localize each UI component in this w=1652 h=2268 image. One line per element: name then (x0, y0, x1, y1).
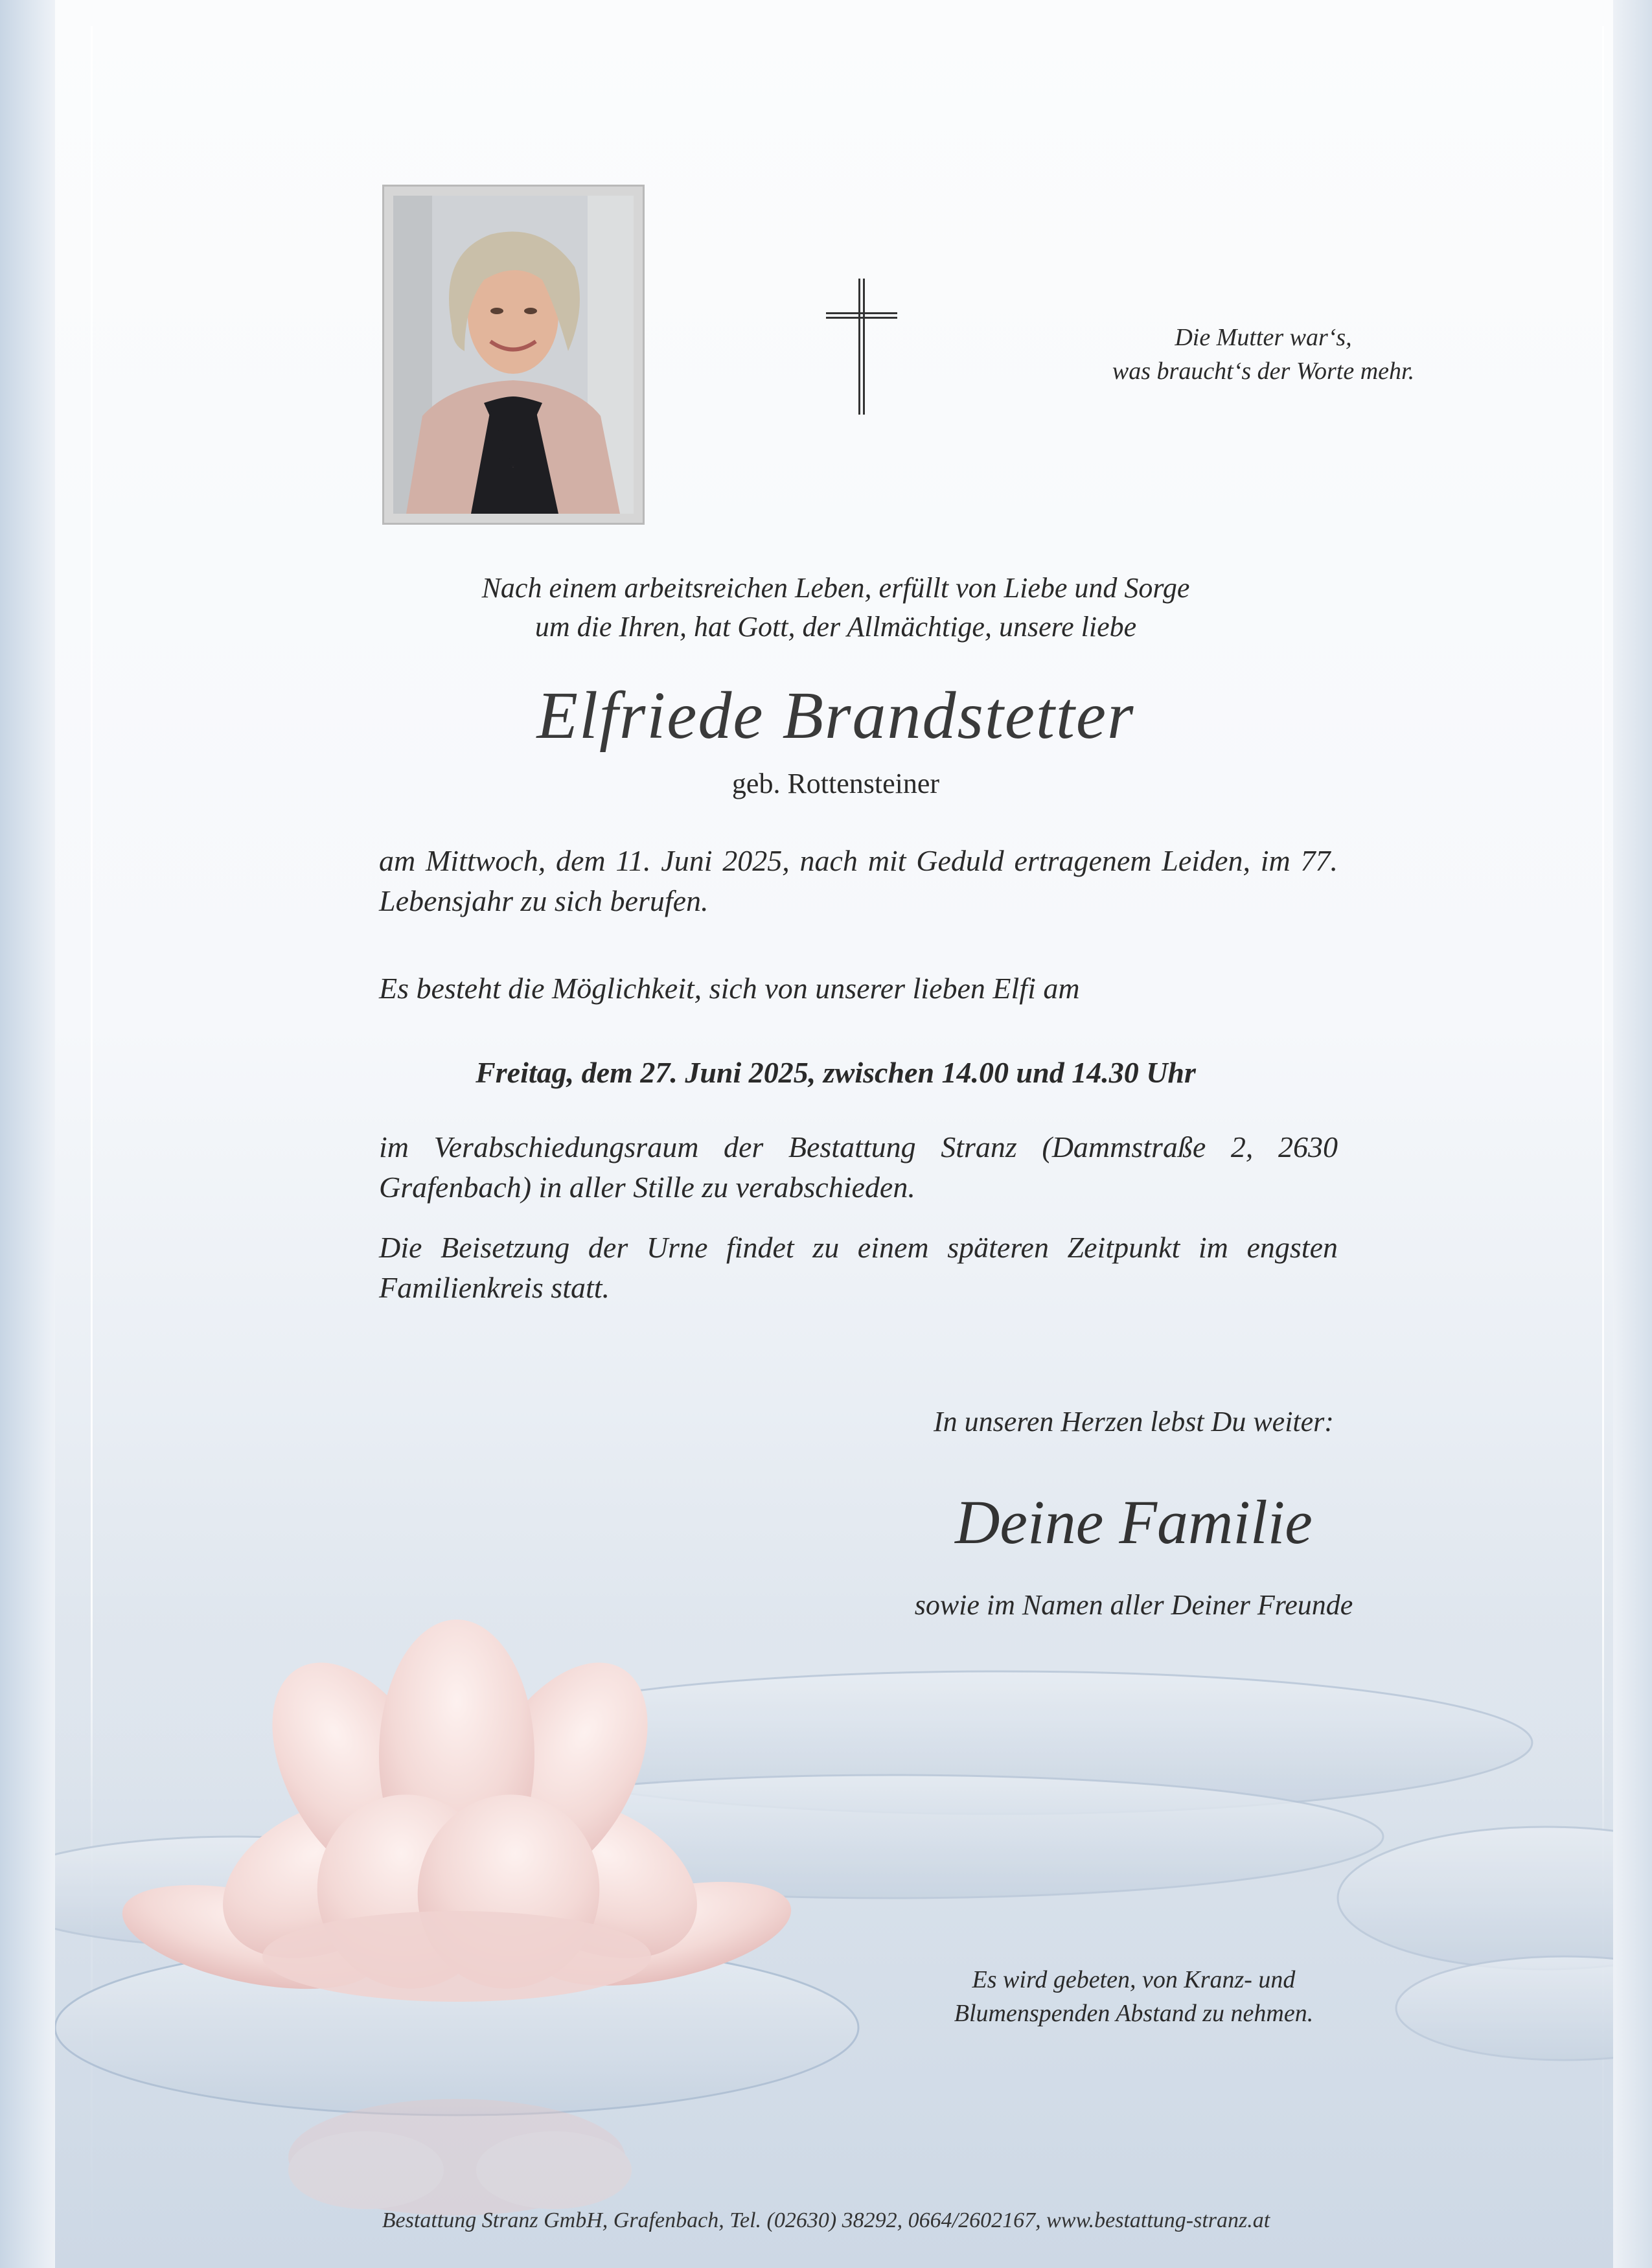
farewell-intro: Es besteht die Möglichkeit, sich von unserer lieben Elfi am (379, 972, 1080, 1005)
passing-text: am Mittwoch, dem 11. Juni 2025, nach mit Geduld ertragenem Leiden, im 77. Lebensjahr zu sich berufen. (379, 844, 1338, 917)
maiden-name: geb. Rottensteiner (731, 768, 940, 799)
friends-line: sowie im Namen aller Deiner Freunde (914, 1589, 1353, 1621)
left-edge-shade (0, 0, 55, 2268)
portrait-frame (382, 185, 645, 525)
closing-line: In unseren Herzen lebst Du weiter: (934, 1406, 1334, 1438)
right-edge-shade (1613, 0, 1652, 2268)
deceased-name: Elfriede Brandstetter (536, 678, 1135, 753)
flower-request: Es wird gebeten, von Kranz- und Blumenspenden Abstand zu nehmen. (954, 1966, 1314, 2027)
portrait-photo (393, 196, 634, 514)
cross-icon (826, 279, 897, 415)
farewell-datetime: Freitag, dem 27. Juni 2025, zwischen 14.00 und 14.30 Uhr (476, 1056, 1196, 1089)
burial-text: Die Beisetzung der Urne findet zu einem späteren Zeitpunkt im engsten Familienkreis statt. (379, 1231, 1338, 1304)
water-lily-illustration (55, 1607, 1613, 2268)
footer-contact: Bestattung Stranz GmbH, Grafenbach, Tel. (02630) 38292, 0664/2602167, www.bestattung-stranz.at (382, 2208, 1270, 2232)
family-signature: Deine Familie (955, 1487, 1313, 1557)
quote: Die Mutter war‘s, was braucht‘s der Worte mehr. (1112, 324, 1415, 385)
intro-text: Nach einem arbeitsreichen Leben, erfüllt von Liebe und Sorge um die Ihren, hat Gott, der Allmächtige, unsere liebe (481, 572, 1190, 643)
farewell-location: im Verabschiedungsraum der Bestattung Stranz (Dammstraße 2, 2630 Grafenbach) in aller Stille zu verabschieden. (379, 1130, 1338, 1204)
